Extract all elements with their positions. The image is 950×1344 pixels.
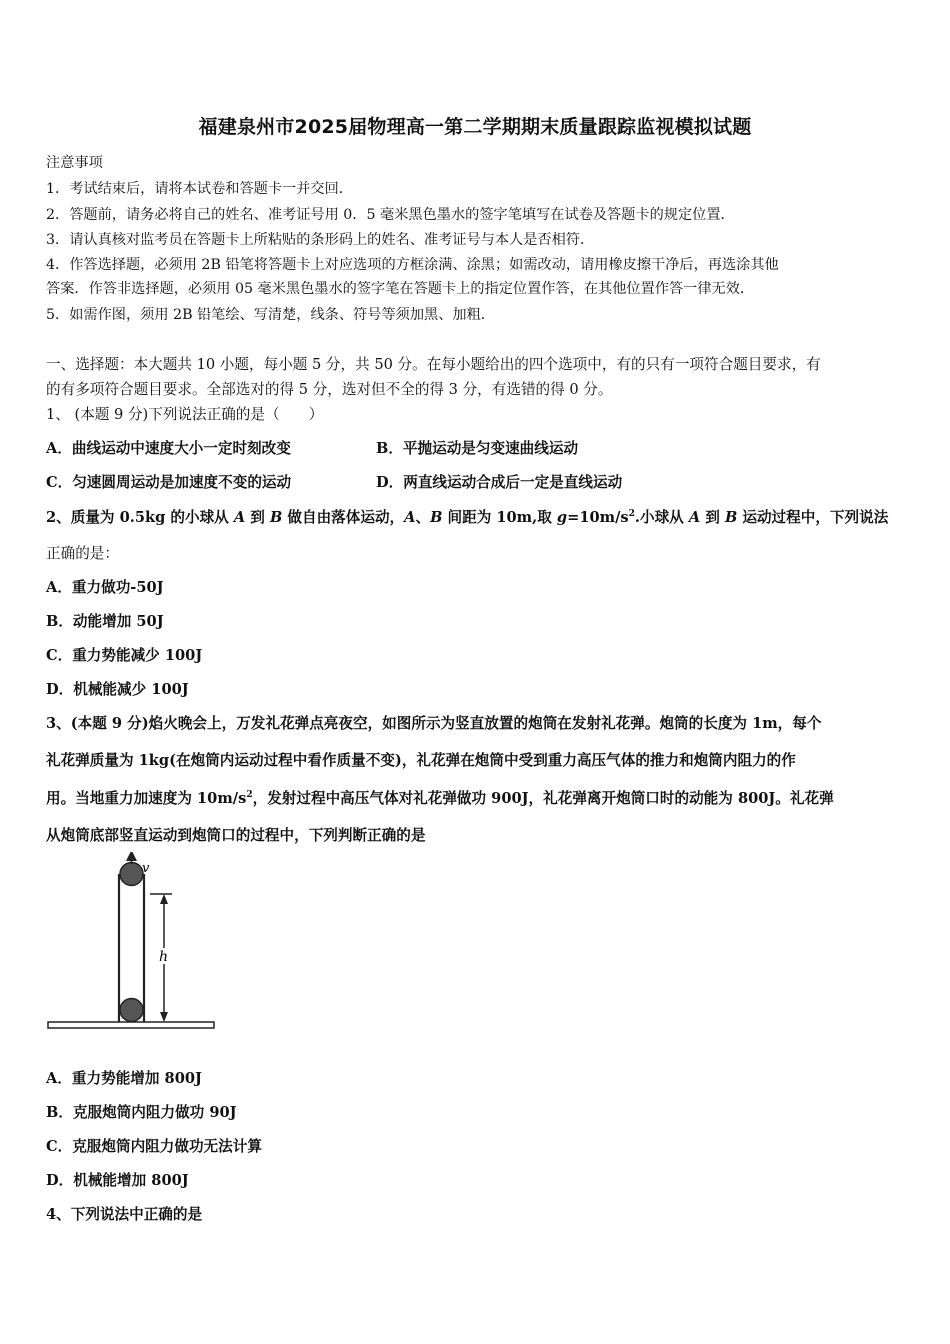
page-title: 福建泉州市2025届物理高一第二学期期末质量跟踪监视模拟试题 <box>198 116 752 138</box>
height-label: h <box>159 949 169 965</box>
question-2-option-c: C．重力势能减少 100J <box>46 647 203 664</box>
notice-item: 1．考试结束后，请将本试卷和答题卡一并交回． <box>46 181 353 197</box>
question-2-option-a: A．重力做功-50J <box>46 579 164 596</box>
question-3-stem-line2: 礼花弹质量为 1kg(在炮筒内运动过程中看作质量不变)，礼花弹在炮筒中受到重力高压气体的推力和炮筒内阻力的作 <box>46 752 796 769</box>
question-2-option-d: D．机械能减少 100J <box>46 681 189 698</box>
notice-item: 2．答题前，请务必将自己的姓名、准考证号用 0．5 毫米黑色墨水的签字笔填写在试卷及答题卡的规定位置． <box>46 207 735 223</box>
question-3-option-c: C．克服炮筒内阻力做功无法计算 <box>46 1138 262 1155</box>
notice-item: 4．作答选择题，必须用 2B 铅笔将答题卡上对应选项的方框涂满、涂黑；如需改动，请用橡皮擦干净后，再选涂其他 <box>46 257 779 273</box>
shell-bottom-ball <box>120 999 143 1022</box>
question-4-stem: 4、下列说法中正确的是 <box>46 1206 203 1223</box>
question-3-stem-line1: 3、(本题 9 分)焰火晚会上，万发礼花弹点亮夜空，如图所示为竖直放置的炮筒在发射礼花弹。炮筒的长度为 1m，每个 <box>46 715 822 732</box>
question-1-option-d: D．两直线运动合成后一定是直线运动 <box>376 474 623 491</box>
velocity-label: v <box>142 861 150 876</box>
velocity-arrow-head <box>126 852 137 861</box>
ground-plate <box>48 1022 214 1028</box>
notice-item: 答案．作答非选择题，必须用 05 毫米黑色墨水的签字笔在答题卡上的指定位置作答，在其他位置作答一律无效． <box>46 281 755 297</box>
section-instructions-line1: 一、选择题：本大题共 10 小题，每小题 5 分，共 50 分。在每小题给出的四个选项中，有的只有一项符合题目要求，有 <box>46 356 821 373</box>
question-1-option-b: B．平抛运动是匀变速曲线运动 <box>376 440 579 457</box>
question-1-stem: 1、 (本题 9 分)下列说法正确的是（ ） <box>46 406 324 423</box>
question-3-option-b: B．克服炮筒内阻力做功 90J <box>46 1104 237 1121</box>
height-arrow-up-head <box>160 894 168 904</box>
question-1-option-a: A．曲线运动中速度大小一定时刻改变 <box>46 440 291 457</box>
question-3-option-a: A．重力势能增加 800J <box>46 1070 202 1087</box>
notice-item: 3．请认真核对监考员在答题卡上所粘贴的条形码上的姓名、准考证号与本人是否相符． <box>46 232 595 248</box>
question-2-stem-line2: 正确的是： <box>46 545 119 562</box>
notice-item: 5．如需作图，须用 2B 铅笔绘、写清楚，线条、符号等须加黑、加粗． <box>46 307 495 323</box>
section-instructions-line2: 的有多项符合题目要求。全部选对的得 5 分，选对但不全的得 3 分，有选错的得 0 分。 <box>46 381 613 398</box>
question-3-stem-line3: 用。当地重力加速度为 $10m/s^2$，发射过程中高压气体对礼花弹做功 900J，礼花弹离开炮筒口时的动能为 800J。礼花弹 <box>46 790 834 807</box>
shell-top-ball <box>120 863 143 886</box>
question-1-option-c: C．匀速圆周运动是加速度不变的运动 <box>46 474 292 491</box>
height-arrow-down-head <box>160 1012 168 1022</box>
question-3-option-d: D．机械能增加 800J <box>46 1172 189 1189</box>
question-2-option-b: B．动能增加 50J <box>46 613 164 630</box>
question-3-stem-line4: 从炮筒底部竖直运动到炮筒口的过程中，下列判断正确的是 <box>46 827 426 844</box>
question-2-stem-line1: 2、质量为 0.5kg 的小球从 A 到 B 做自由落体运动，A、B 间距为 10m,取 $g=10m/s^2$.小球从 A 到 B 运动过程中，下列说法 <box>46 509 889 526</box>
notice-heading: 注意事项 <box>46 155 103 171</box>
cannon-diagram <box>46 852 218 1034</box>
